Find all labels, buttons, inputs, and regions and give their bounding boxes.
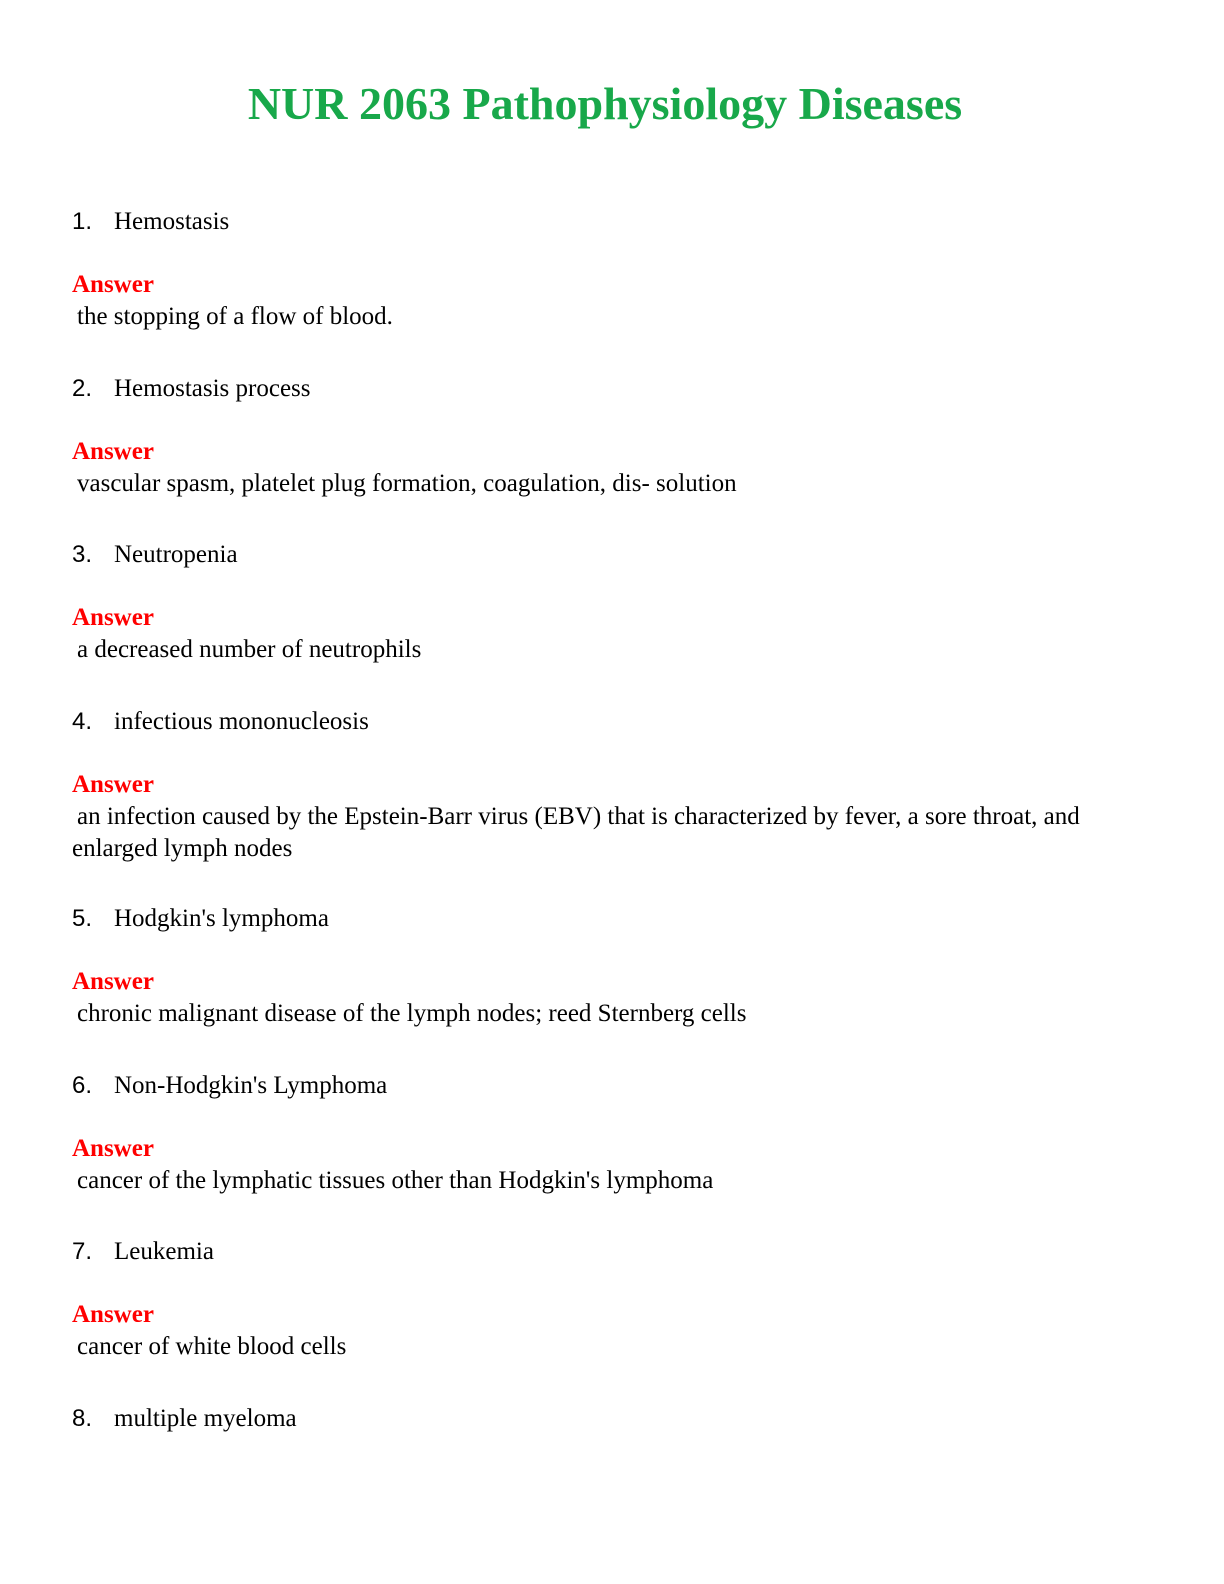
answer-text: vascular spasm, platelet plug formation, coagulation, dis- solution [77,470,737,497]
question-number: 5. [72,905,93,932]
question [72,538,1162,572]
question [72,1235,1162,1269]
answer-label: Answer [72,438,154,465]
question-number: 7. [72,1238,93,1265]
question-number: 2. [72,375,93,402]
answer-label: Answer [72,604,154,631]
question-text: Hemostasis [114,208,230,235]
answer-text: chronic malignant disease of the lymph nodes; reed Sternberg cells [77,1000,747,1027]
question-text: Hemostasis process [114,375,311,402]
page-title: NUR 2063 Pathophysiology Diseases [247,78,963,129]
question [72,705,1162,739]
qa-item [72,1235,1162,1363]
question [72,205,1162,239]
question [72,1069,1162,1103]
question-text: multiple myeloma [114,1405,297,1432]
answer-label: Answer [72,1301,154,1328]
qa-item [72,372,1162,500]
question [72,902,1162,936]
answer-text: cancer of the lymphatic tissues other than Hodgkin's lymphoma [77,1167,714,1194]
qa-item [72,705,1162,865]
answer-text: cancer of white blood cells [77,1333,347,1360]
answer-label: Answer [72,271,154,298]
qa-item [72,205,1162,333]
question-text: infectious mononucleosis [114,708,369,735]
question-text: Leukemia [114,1238,214,1265]
question-text: Neutropenia [114,541,238,568]
qa-item [72,1402,1162,1436]
qa-item [72,902,1162,1030]
question-text: Hodgkin's lymphoma [114,905,329,932]
qa-item [72,538,1162,666]
answer-text: an infection caused by the Epstein-Barr virus (EBV) that is characterized by fever, a sore throat, and enlarged lymph nodes [72,803,1080,862]
question-text: Non-Hodgkin's Lymphoma [114,1072,388,1099]
qa-item [72,1069,1162,1197]
answer-text: a decreased number of neutrophils [77,636,422,663]
question-number: 8. [72,1405,93,1432]
question-number: 4. [72,708,93,735]
answer-label: Answer [72,968,154,995]
answer-label: Answer [72,771,154,798]
question [72,1402,1162,1436]
question-number: 3. [72,541,93,568]
answer-text: the stopping of a flow of blood. [77,303,393,330]
question-number: 1. [72,208,93,235]
answer-label: Answer [72,1135,154,1162]
question [72,372,1162,406]
question-number: 6. [72,1072,93,1099]
